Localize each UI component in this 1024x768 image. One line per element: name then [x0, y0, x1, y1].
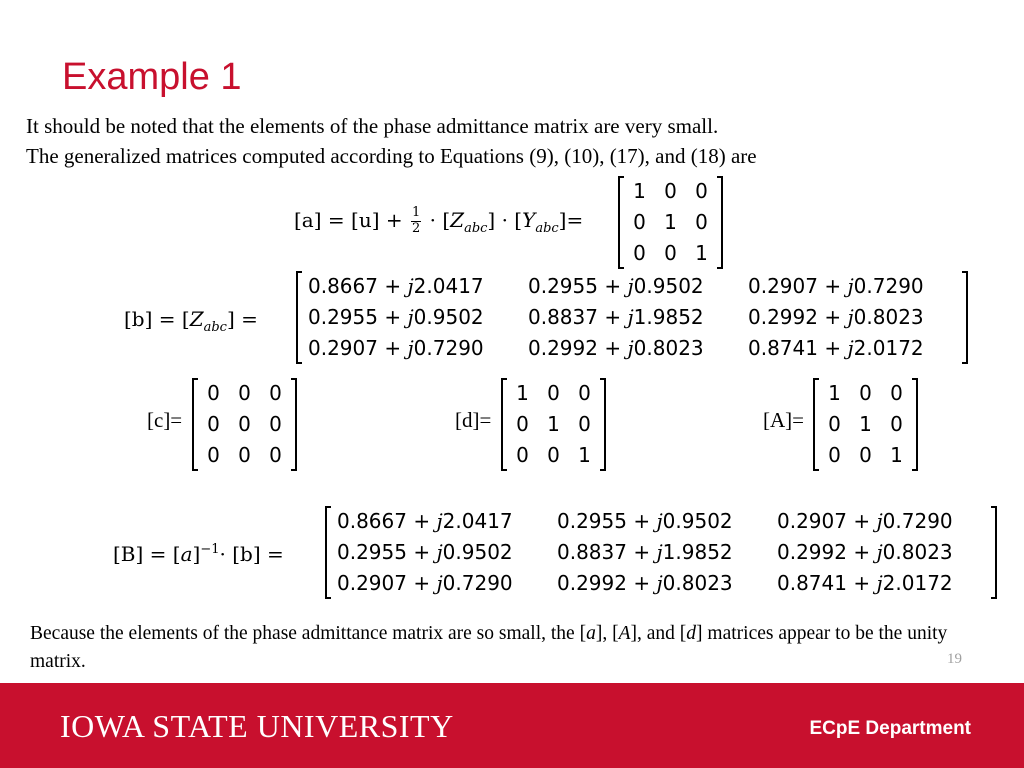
matrix-cell: 0.8667 + j2.0417	[337, 509, 513, 533]
matrix-cell: 0.8741 + j2.0172	[777, 571, 953, 595]
c-label: [c]=	[147, 408, 183, 432]
slide-title: Example 1	[62, 56, 242, 98]
matrix-cell: 1	[578, 443, 591, 467]
matrix-cell: 0.2907 + j0.7290	[748, 274, 924, 298]
a-equation: [a] = [u] + $\frac{1}{2}$ · $[Z_{abc}] \cdot [Y_{abc}]=$	[294, 205, 584, 236]
matrix-cell: 1	[664, 210, 677, 234]
matrix-cell: 0.8837 + j1.9852	[528, 305, 704, 329]
matrix-cell: 0	[578, 381, 591, 405]
matrix-cell: 0	[516, 412, 529, 436]
matrix-cell: 0.2955 + j0.9502	[557, 509, 733, 533]
matrix-cell: 1	[547, 412, 560, 436]
intro-line-1: It should be noted that the elements of the phase admittance matrix are very small.	[26, 114, 719, 138]
b-matrix	[296, 271, 968, 364]
matrix-cell: 0.2955 + j0.9502	[528, 274, 704, 298]
matrix-cell: 0.2955 + j0.9502	[337, 540, 513, 564]
matrix-cell: 0.8667 + j2.0417	[308, 274, 484, 298]
matrix-cell: 0.2907 + j0.7290	[777, 509, 953, 533]
matrix-cell: 1	[695, 241, 708, 265]
matrix-cell: 0	[269, 381, 282, 405]
matrix-cell: 1	[516, 381, 529, 405]
matrix-cell: 0.2955 + j0.9502	[308, 305, 484, 329]
matrix-cell: 0	[633, 241, 646, 265]
matrix-cell: 0	[859, 443, 872, 467]
matrix-cell: 0	[238, 443, 251, 467]
matrix-cell: 0	[695, 210, 708, 234]
matrix-cell: 0	[547, 381, 560, 405]
matrix-cell: 0	[828, 412, 841, 436]
matrix-cell: 0	[269, 412, 282, 436]
matrix-cell: 0	[516, 443, 529, 467]
page-number: 19	[947, 651, 962, 667]
matrix-cell: 0.2992 + j0.8023	[748, 305, 924, 329]
matrix-cell: 0.8837 + j1.9852	[557, 540, 733, 564]
matrix-cell: 0.2992 + j0.8023	[528, 336, 704, 360]
matrix-cell: 0	[890, 381, 903, 405]
university-logo: IOWA STATE UNIVERSITY	[60, 708, 454, 744]
matrix-cell: 0	[207, 381, 220, 405]
matrix-cell: 0	[633, 210, 646, 234]
matrix-cell: 0	[828, 443, 841, 467]
B-matrix	[325, 506, 997, 599]
matrix-cell: 0	[664, 241, 677, 265]
matrix-cell: 0.2907 + j0.7290	[337, 571, 513, 595]
a-symbol: [a]	[294, 207, 322, 232]
matrix-cell: 0	[695, 179, 708, 203]
matrix-cell: 0	[890, 412, 903, 436]
matrix-cell: 0	[547, 443, 560, 467]
matrix-cell: 0	[664, 179, 677, 203]
A-matrix	[813, 378, 918, 471]
matrix-cell: 0	[207, 443, 220, 467]
B-equation: $[B] = [a]^{-1}\cdot [b]$ =	[113, 542, 284, 566]
c-matrix	[192, 378, 297, 471]
department-label: ECpE Department	[809, 718, 971, 739]
matrix-cell: 0.2907 + j0.7290	[308, 336, 484, 360]
conclusion-note: Because the elements of the phase admittance matrix are so small, the [a], [A], and [d] matrices appear to be the unity matrix.	[30, 623, 948, 672]
matrix-cell: 0.2992 + j0.8023	[557, 571, 733, 595]
matrix-cell: 1	[859, 412, 872, 436]
matrix-cell: 0.8741 + j2.0172	[748, 336, 924, 360]
matrix-cell: 1	[890, 443, 903, 467]
one-half-fraction: $\frac{1}{2}$	[412, 205, 421, 236]
matrix-cell: 0	[269, 443, 282, 467]
u-symbol: [u]	[351, 207, 380, 232]
matrix-cell: 0	[238, 412, 251, 436]
d-label: [d]=	[455, 408, 492, 432]
A-label: [A]=	[763, 408, 804, 432]
matrix-cell: 1	[828, 381, 841, 405]
matrix-cell: 0	[578, 412, 591, 436]
matrix-cell: 0	[859, 381, 872, 405]
b-equation: $[b] = [Z_{abc}]$ =	[124, 307, 258, 335]
matrix-cell: 0.2992 + j0.8023	[777, 540, 953, 564]
d-matrix	[501, 378, 606, 471]
matrix-cell: 1	[633, 179, 646, 203]
a-matrix	[618, 176, 723, 269]
intro-line-2: The generalized matrices computed according to Equations (9), (10), (17), and (18) are	[26, 144, 757, 168]
matrix-cell: 0	[207, 412, 220, 436]
matrix-cell: 0	[238, 381, 251, 405]
